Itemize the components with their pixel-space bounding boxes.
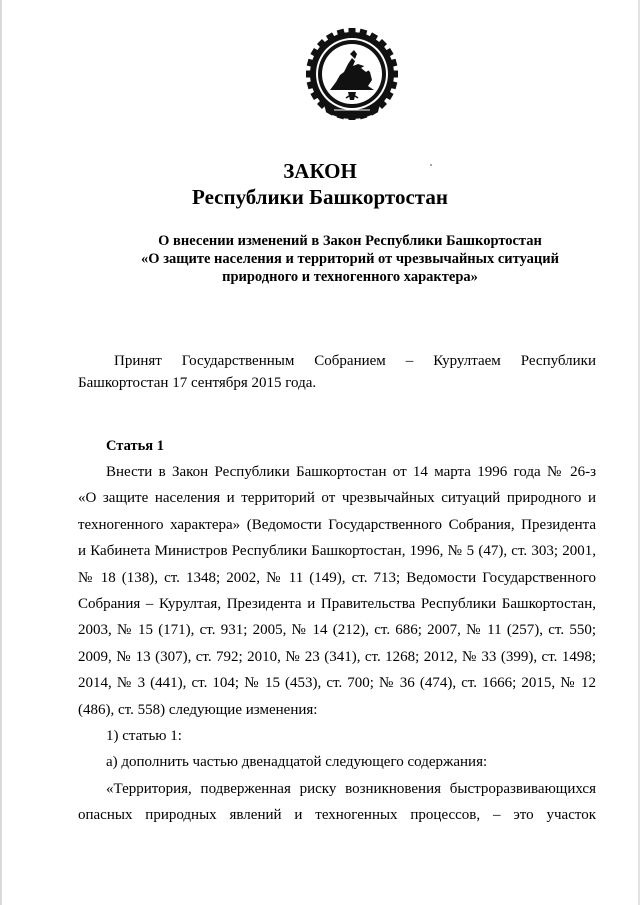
coat-of-arms-icon xyxy=(306,28,398,126)
body-line: а) дополнить частью двенадцатой следующего содержания: xyxy=(106,754,488,771)
body-line: техногенного характера» (Ведомости Государственного Собрания, Президента xyxy=(78,516,596,533)
body-line: № 18 (138), ст. 1348; 2002, № 11 (149), ст. 713; Ведомости Государственного xyxy=(78,569,596,586)
adoption-line: Башкортостан 17 сентября 2015 года. xyxy=(78,375,317,391)
body-line: Внести в Закон Республики Башкортостан от 14 марта 1996 года № 26-з xyxy=(106,464,596,480)
body-line: опасных природных явлений и техногенных процессов, – это участок xyxy=(78,807,596,824)
law-name-line: природного и техногенного характера» xyxy=(222,269,478,285)
adoption-line: Принят Государственным Собранием – Курултаем Республики xyxy=(114,353,596,369)
article-heading: Статья 1 xyxy=(106,438,164,454)
body-line: 2014, № 3 (441), ст. 104; № 15 (453), ст. 700; № 36 (474), ст. 1666; 2015, № 12 xyxy=(78,675,596,692)
law-title: ЗАКОН xyxy=(283,159,357,183)
law-subtitle-republic: Республики Башкортостан xyxy=(192,185,448,209)
body-line: 2003, № 15 (171), ст. 931; 2005, № 14 (212), ст. 686; 2007, № 11 (257), ст. 550; xyxy=(78,622,596,639)
body-line: «О защите населения и территорий от чрезвычайных ситуаций природного и xyxy=(78,490,596,507)
body-line: и Кабинета Министров Республики Башкортостан, 1996, № 5 (47), ст. 303; 2001, xyxy=(78,543,596,560)
body-line: «Территория, подверженная риску возникновения быстроразвивающихся xyxy=(106,780,596,797)
body-line: 1) статью 1: xyxy=(106,728,182,745)
adoption-statement xyxy=(78,350,596,394)
article-body xyxy=(78,459,596,829)
body-line: (486), ст. 558) следующие изменения: xyxy=(78,701,318,718)
law-name-line: «О защите населения и территорий от чрезвычайных ситуаций xyxy=(141,251,559,267)
law-name xyxy=(60,232,640,286)
body-line: 2009, № 13 (307), ст. 792; 2010, № 23 (341), ст. 1268; 2012, № 33 (399), ст. 1498; xyxy=(78,648,596,665)
body-line: Собрания – Курултая, Президента и Правительства Республики Башкортостан, xyxy=(78,596,596,613)
law-name-line: О внесении изменений в Закон Республики Башкортостан xyxy=(158,233,542,249)
scan-edge-left xyxy=(0,0,2,905)
